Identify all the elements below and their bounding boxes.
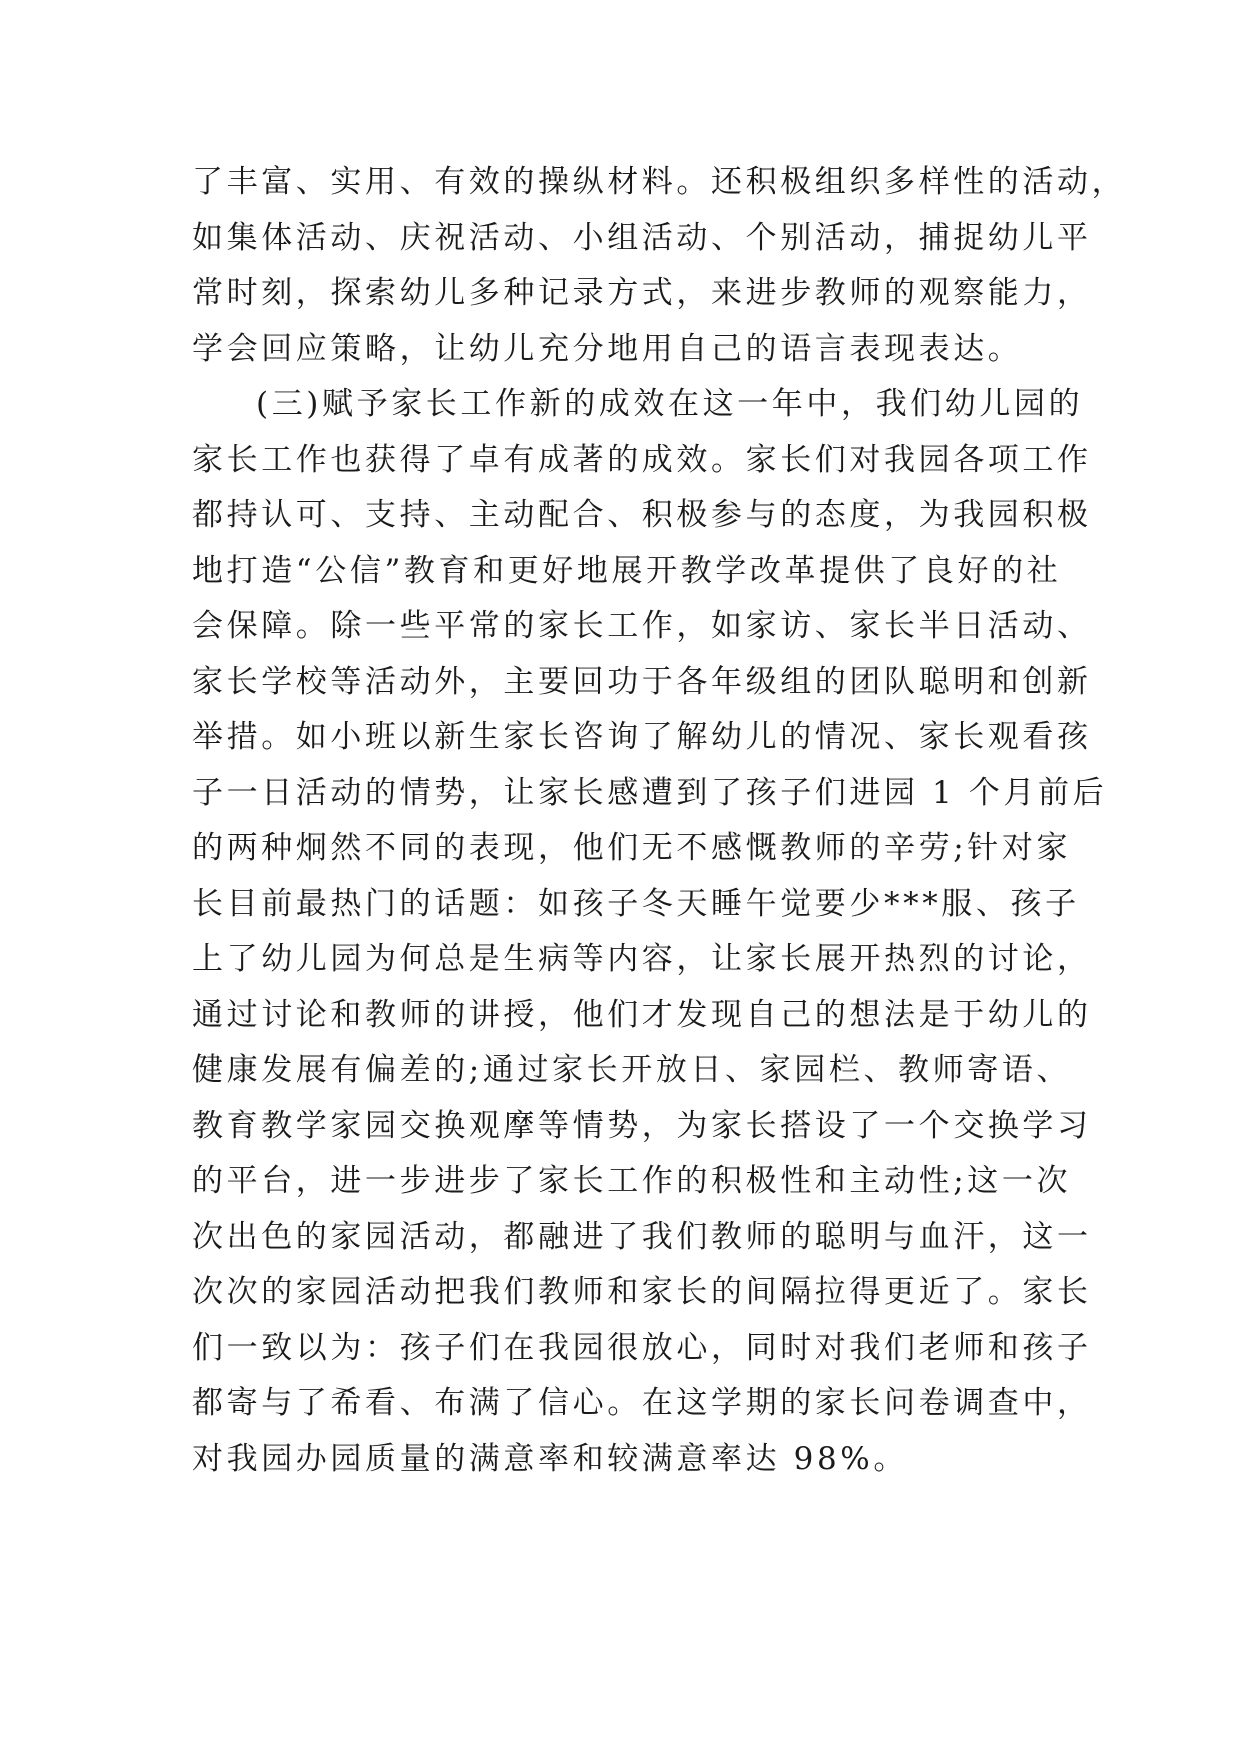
text-line: 如集体活动、庆祝活动、小组活动、个别活动，捕捉幼儿平 [192, 219, 1092, 256]
text-line: 了丰富、实用、有效的操纵材料。还积极组织多样性的活动， [192, 164, 1127, 200]
text-line: 都持认可、支持、主动配合、积极参与的态度，为我园积极 [192, 497, 1092, 533]
text-line: 长目前最热门的话题：如孩子冬天睡午觉要少***服、孩子 [192, 885, 1080, 922]
text-line: 通过讨论和教师的讲授，他们才发现自己的想法是于幼儿的 [192, 996, 1092, 1033]
section-heading-line: (三)赋予家长工作新的成效在这一年中，我们幼儿园的 [256, 386, 1084, 422]
text-line: 次出色的家园活动，都融进了我们教师的聪明与血汗，这一 [192, 1218, 1092, 1255]
text-line: 的平台，进一步进步了家长工作的积极性和主动性;这一次 [192, 1163, 1072, 1199]
text-line: 子一日活动的情势，让家长感遭到了孩子们进园 1 个月前后 [192, 774, 1108, 811]
text-line: 举措。如小班以新生家长咨询了解幼儿的情况、家长观看孩 [192, 719, 1092, 755]
text-line: 家长工作也获得了卓有成著的成效。家长们对我园各项工作 [192, 441, 1092, 478]
text-line: 教育教学家园交换观摩等情势，为家长搭设了一个交换学习 [192, 1107, 1092, 1144]
text-line: 常时刻，探索幼儿多种记录方式，来进步教师的观察能力， [192, 275, 1092, 311]
text-line: 会保障。除一些平常的家长工作，如家访、家长半日活动、 [192, 608, 1092, 644]
text-line: 次次的家园活动把我们教师和家长的间隔拉得更近了。家长 [192, 1274, 1092, 1310]
body-text [192, 155, 1127, 1487]
text-line: 们一致以为：孩子们在我园很放心，同时对我们老师和孩子 [192, 1329, 1092, 1366]
text-line: 都寄与了希看、布满了信心。在这学期的家长问卷调查中， [192, 1385, 1092, 1421]
text-line: 健康发展有偏差的;通过家长开放日、家园栏、教师寄语、 [192, 1052, 1072, 1088]
text-line: 学会回应策略，让幼儿充分地用自己的语言表现表达。 [192, 330, 1023, 367]
text-line: 对我园办园质量的满意率和较满意率达 98%。 [192, 1440, 908, 1477]
text-line: 的两种炯然不同的表现，他们无不感慨教师的辛劳;针对家 [192, 830, 1072, 866]
text-line: 家长学校等活动外，主要回功于各年级组的团队聪明和创新 [192, 663, 1092, 700]
text-line: 上了幼儿园为何总是生病等内容，让家长展开热烈的讨论， [192, 941, 1092, 977]
text-line: 地打造“公信”教育和更好地展开教学改革提供了良好的社 [192, 552, 1062, 589]
